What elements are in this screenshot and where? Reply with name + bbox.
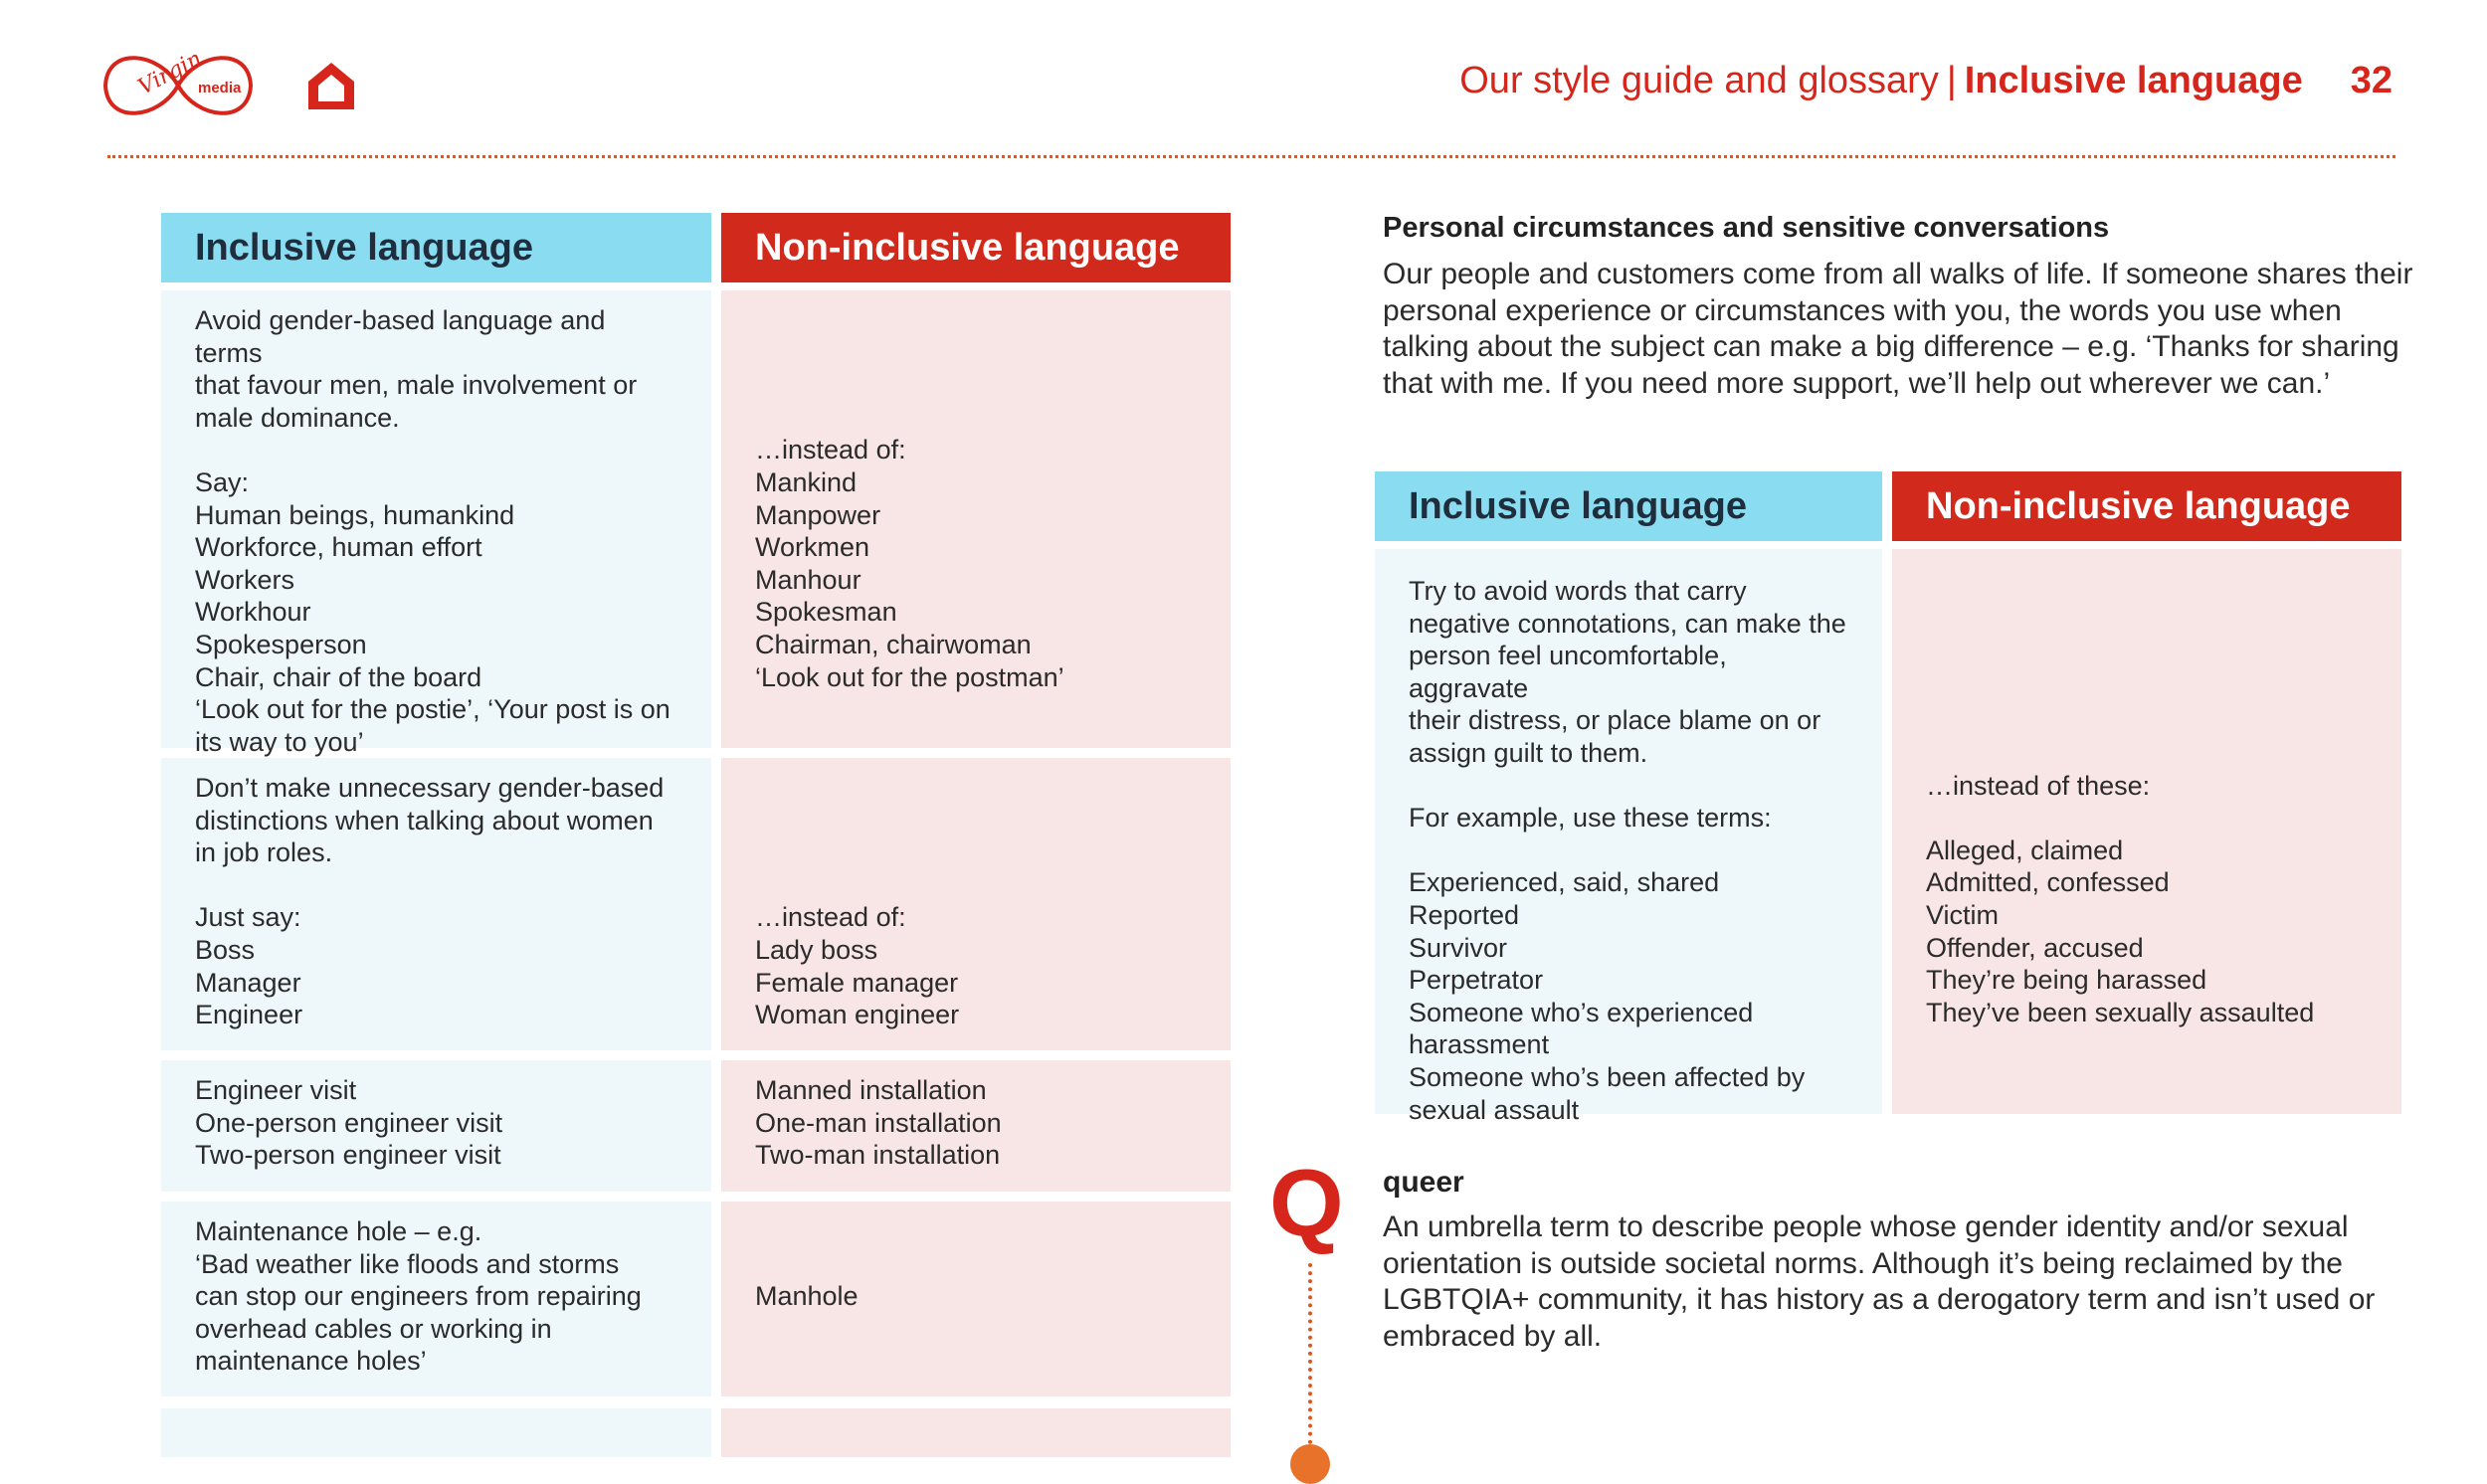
guide-title: Our style guide and glossary <box>1459 60 1939 101</box>
left-inclusive-header: Inclusive language <box>161 213 711 282</box>
left-row-1-inclusive: Avoid gender-based language and terms that favour men, male involvement or male dominance. Say: Human beings, humankind Workforce, human effort Workers Workhour Spokesperson Chair, chair of the board ‘Look out for the postie’, ‘Your post is on its way to you’ <box>161 290 711 748</box>
left-row-2-non-inclusive: …instead of: Lady boss Female manager Woman engineer <box>721 758 1231 1050</box>
glossary-letter-q: Q <box>1269 1150 1344 1256</box>
left-row-2-inclusive: Don’t make unnecessary gender-based distinctions when talking about women in job roles. Just say: Boss Manager Engineer <box>161 758 711 1050</box>
header-separator: | <box>1946 60 1957 101</box>
running-header <box>1459 60 2392 102</box>
virgin-media-logo <box>99 40 257 131</box>
left-non-inclusive-header: Non-inclusive language <box>721 213 1231 282</box>
left-row-1-non-inclusive: …instead of: Mankind Manpower Workmen Manhour Spokesman Chairman, chairwoman ‘Look out for the postman’ <box>721 290 1231 748</box>
personal-circumstances-body: Our people and customers come from all walks of life. If someone shares their personal experience or circumstances with you, the words you use when talking about the subject can make a big difference – e.g. ‘Thanks for sharing that with me. If you need more support, we’ll help out wherever we can.’ <box>1383 258 2413 400</box>
right-inclusive-header: Inclusive language <box>1375 471 1882 541</box>
left-row-5-non-inclusive <box>721 1408 1231 1457</box>
left-row-3-non-inclusive: Manned installation One-man installation Two-man installation <box>721 1060 1231 1192</box>
logo-script: Virgin <box>133 46 207 100</box>
home-icon[interactable] <box>302 58 360 115</box>
right-table-non-inclusive: …instead of these: Alleged, claimed Admitted, confessed Victim Offender, accused They’re being harassed They’ve been sexually assaulted <box>1892 549 2401 1114</box>
personal-circumstances-heading: Personal circumstances and sensitive conversations <box>1383 212 2110 244</box>
section-title: Inclusive language <box>1964 60 2303 101</box>
glossary-dotted-connector <box>1308 1263 1312 1452</box>
glossary-definition: An umbrella term to describe people whose gender identity and/or sexual orientation is outside societal norms. Although it’s being reclaimed by the LGBTQIA+ community, it has history as a derogatory term and isn’t used or embraced by all. <box>1383 1210 2376 1353</box>
right-table-inclusive: Try to avoid words that carry negative connotations, can make the person feel uncomfortable, aggravate their distress, or place blame on or assign guilt to them. For example, use these terms: Experienced, said, shared Reported Survivor Perpetrator Someone who’s experienced harassment Someone who’s been affected by sexual assault <box>1375 549 1882 1114</box>
left-row-5-inclusive <box>161 1408 711 1457</box>
left-row-4-inclusive: Maintenance hole – e.g. ‘Bad weather like floods and storms can stop our engineers from repairing overhead cables or working in maintenance holes’ <box>161 1202 711 1396</box>
glossary-term: queer <box>1383 1166 1464 1199</box>
page-number: 32 <box>2350 60 2392 101</box>
left-row-3-inclusive: Engineer visit One-person engineer visit Two-person engineer visit <box>161 1060 711 1192</box>
logo-media: media <box>198 80 242 96</box>
header-divider <box>107 155 2395 158</box>
next-letter-marker <box>1290 1444 1330 1484</box>
left-row-4-non-inclusive: Manhole <box>721 1202 1231 1396</box>
right-non-inclusive-header: Non-inclusive language <box>1892 471 2401 541</box>
